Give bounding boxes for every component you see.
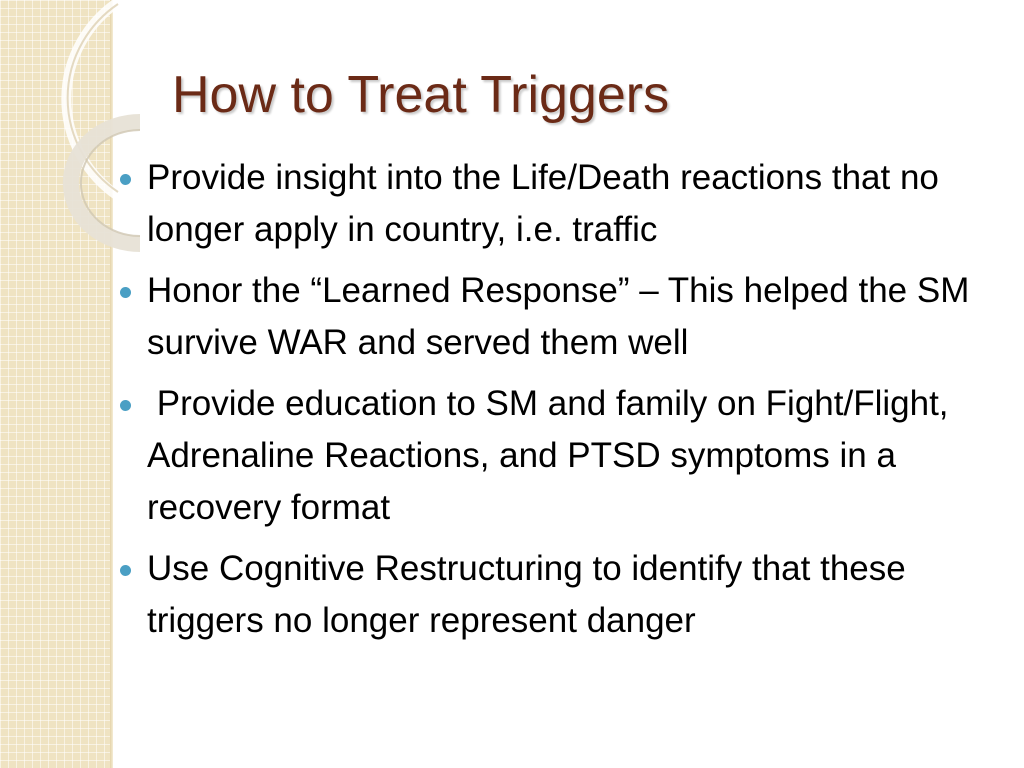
bullet-item — [116, 543, 996, 647]
bullet-item — [116, 265, 996, 369]
bullet-list — [116, 152, 996, 656]
bullet-text: Provide education to SM and family on Fight/Flight, Adrenaline Reactions, and PTSD symptoms in a recovery format — [147, 384, 957, 527]
bullet-item — [116, 152, 996, 256]
bullet-text: Use Cognitive Restructuring to identify that these triggers no longer represent danger — [147, 549, 916, 640]
bullet-dot-icon — [120, 174, 131, 185]
bullet-dot-icon — [120, 565, 131, 576]
bullet-dot-icon — [120, 287, 131, 298]
slide-title: How to Treat Triggers — [172, 66, 670, 124]
bullet-item — [116, 378, 996, 534]
bullet-dot-icon — [120, 400, 131, 411]
bullet-text: Honor the “Learned Response” – This helped the SM survive WAR and served them well — [147, 271, 980, 362]
bullet-text: Provide insight into the Life/Death reactions that no longer apply in country, i.e. traffic — [147, 158, 949, 249]
